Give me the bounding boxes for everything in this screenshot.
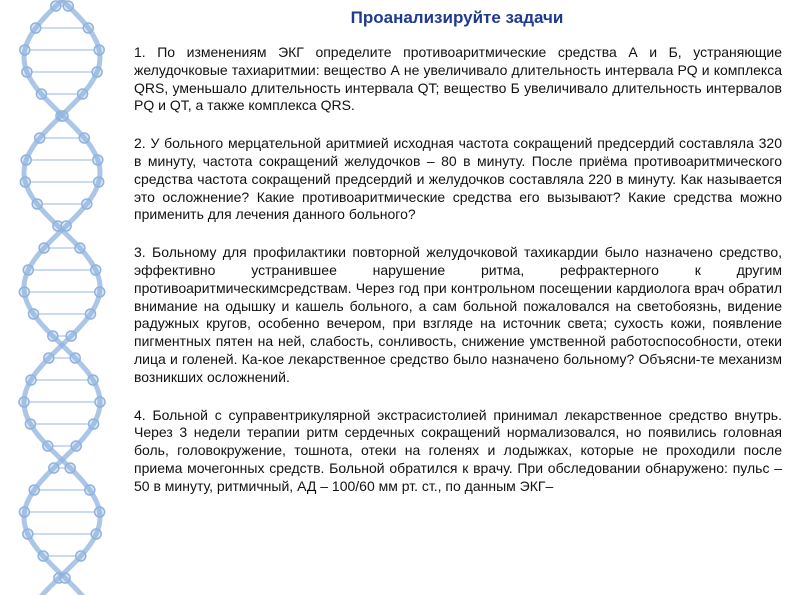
task-2: 2. У больного мерцательной аритмией исходная частота сокращений предсердий составляла 320 в минуту, частота сокращений желудочков – 80 в минуту. После приёма противоаритмического средства частота сокращений предсердий и желудочков составляла 220 в минуту. Как называется это осложнение? Какие противоаритмические средства его вызывают? Какие средства можно применить для лечения данного больного? <box>134 135 782 223</box>
dna-helix-decoration <box>0 0 140 595</box>
task-1: 1. По изменениям ЭКГ определите противоаритмические средства А и Б, устраняющие желудочковые тахиаритмии: вещество А не увеличивало длительность интервала PQ и комплекса QRS, уменьшало длительность интервала QT; вещество Б увеличивало длительность интервалов PQ и QT, а также комплекса QRS. <box>134 44 782 114</box>
page-title: Проанализируйте задачи <box>350 8 564 27</box>
task-3: 3. Больному для профилактики повторной желудочковой тахикардии было назначено средство, эффективно устранившее нарушение ритма, рефрактерного к другим противоаритмическимсредствам. Через год при контрольном посещении кардиолога врач обратил внимание на одышку и кашель больного, а сам больной пожаловался на светобоязнь, видение радужных кругов, особенно вечером, при взгляде на источник света; сухость кожи, появление пигментных пятен на ней, слабость, сонливость, снижение умственной работоспособности, отеки лица и голеней. Ка-кое лекарственное средство было назначено больному? Объясни-те механизм возникших осложнений. <box>134 244 782 385</box>
task-4: 4. Больной с суправентрикулярной экстрасистолией принимал лекарственное средство внутрь. Через 3 недели терапии ритм сердечных сокращений нормализовался, но появились головная боль, головокружение, тошнота, отеки на голенях и лодыжках, которые не проходили после приема мочегонных средств. Больной обратился к врачу. При обследовании обнаружено: пульс – 50 в минуту, ритмичный, АД – 100/60 мм рт. ст., по данным ЭКГ– <box>134 406 782 494</box>
task-list <box>134 44 782 516</box>
